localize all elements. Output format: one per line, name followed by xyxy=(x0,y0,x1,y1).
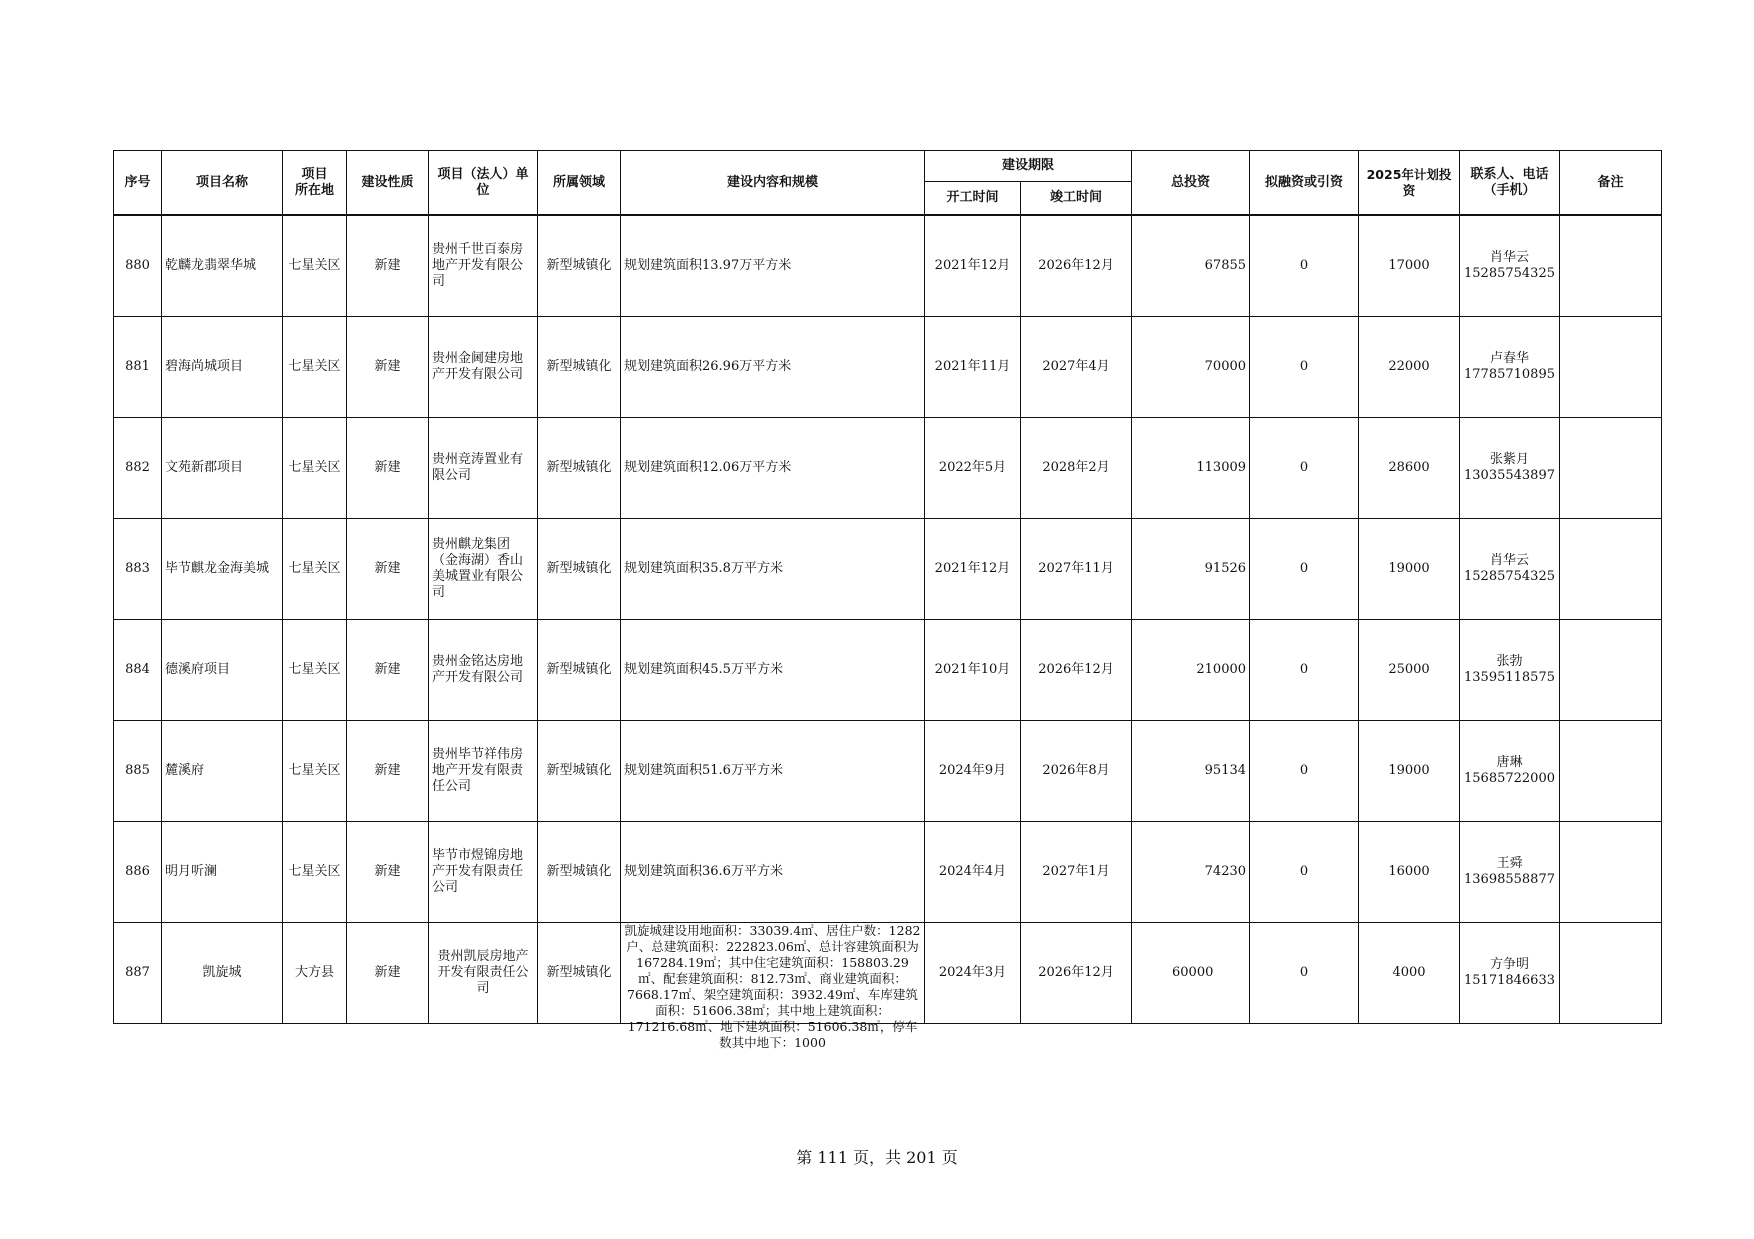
unit-cell: 毕节市煜锦房地产开发有限责任公司 xyxy=(429,822,538,923)
field-cell: 新型城镇化 xyxy=(538,317,621,418)
header-remark: 备注 xyxy=(1560,151,1662,216)
content-cell: 规划建筑面积26.96万平方米 xyxy=(621,317,925,418)
content-cell: 规划建筑面积45.5万平方米 xyxy=(621,620,925,721)
location-cell: 七星关区 xyxy=(283,519,347,620)
end-cell: 2026年12月 xyxy=(1021,215,1132,317)
table-header xyxy=(114,151,1662,216)
start-cell: 2021年12月 xyxy=(925,215,1021,317)
nature-cell: 新建 xyxy=(347,923,429,1024)
contact-name: 张紫月 xyxy=(1490,452,1530,467)
field-cell: 新型城镇化 xyxy=(538,215,621,317)
end-cell: 2026年8月 xyxy=(1021,721,1132,822)
contact-phone: 17785710895 xyxy=(1464,367,1555,382)
nature-cell: 新建 xyxy=(347,822,429,923)
header-field: 所属领域 xyxy=(538,151,621,216)
contact-name: 王舜 xyxy=(1496,856,1523,871)
plan2025-cell: 22000 xyxy=(1359,317,1460,418)
remark-cell xyxy=(1560,822,1662,923)
name-cell: 文苑新郡项目 xyxy=(162,418,283,519)
table-row xyxy=(114,519,1662,620)
start-cell: 2021年12月 xyxy=(925,519,1021,620)
plan2025-cell: 16000 xyxy=(1359,822,1460,923)
table-row xyxy=(114,317,1662,418)
end-cell: 2028年2月 xyxy=(1021,418,1132,519)
total-cell: 60000 xyxy=(1132,923,1250,1024)
end-cell: 2027年4月 xyxy=(1021,317,1132,418)
name-cell: 德溪府项目 xyxy=(162,620,283,721)
contact-name: 唐琳 xyxy=(1496,755,1523,770)
contact-cell xyxy=(1460,317,1560,418)
remark-cell xyxy=(1560,215,1662,317)
seq-cell: 886 xyxy=(114,822,162,923)
contact-name: 卢春华 xyxy=(1490,351,1530,366)
header-nature: 建设性质 xyxy=(347,151,429,216)
header-start: 开工时间 xyxy=(925,182,1021,216)
unit-cell: 贵州麒龙集团（金海湖）香山美城置业有限公司 xyxy=(429,519,538,620)
header-end: 竣工时间 xyxy=(1021,182,1132,216)
table-row xyxy=(114,418,1662,519)
start-cell: 2022年5月 xyxy=(925,418,1021,519)
content-text: 凯旋城建设用地面积：33039.4㎡、居住户数：1282户、总建筑面积：222823.06㎡、总计容建筑面积为167284.19㎡；其中住宅建筑面积：158803.29㎡、配套建筑面积：812.73㎡、商业建筑面积：7668.17㎡、架空建筑面积：3932.49㎡、车库建筑面积：51606.38㎡；其中地上建筑面积：171216.68㎡、地下建筑面积：51606.38㎡，停车数其中地下：1000 xyxy=(624,923,921,1050)
finance-cell: 0 xyxy=(1250,317,1359,418)
plan2025-cell: 19000 xyxy=(1359,519,1460,620)
location-cell: 七星关区 xyxy=(283,620,347,721)
end-cell: 2027年11月 xyxy=(1021,519,1132,620)
seq-cell: 885 xyxy=(114,721,162,822)
header-total: 总投资 xyxy=(1132,151,1250,216)
end-cell: 2026年12月 xyxy=(1021,923,1132,1024)
name-cell: 明月听澜 xyxy=(162,822,283,923)
table-row xyxy=(114,923,1662,1024)
field-cell: 新型城镇化 xyxy=(538,519,621,620)
unit-cell: 贵州千世百泰房地产开发有限公司 xyxy=(429,215,538,317)
content-cell: 规划建筑面积36.6万平方米 xyxy=(621,822,925,923)
seq-cell: 884 xyxy=(114,620,162,721)
content-cell xyxy=(621,923,925,1050)
total-cell: 95134 xyxy=(1132,721,1250,822)
finance-cell: 0 xyxy=(1250,822,1359,923)
total-cell: 210000 xyxy=(1132,620,1250,721)
seq-cell: 882 xyxy=(114,418,162,519)
location-cell: 七星关区 xyxy=(283,317,347,418)
name-cell: 乾麟龙翡翠华城 xyxy=(162,215,283,317)
nature-cell: 新建 xyxy=(347,721,429,822)
plan2025-cell: 25000 xyxy=(1359,620,1460,721)
location-cell: 七星关区 xyxy=(283,215,347,317)
start-cell: 2024年4月 xyxy=(925,822,1021,923)
plan2025-cell: 4000 xyxy=(1359,923,1460,1024)
total-cell: 91526 xyxy=(1132,519,1250,620)
header-contact: 联系人、电话 （手机） xyxy=(1460,151,1560,216)
location-cell: 七星关区 xyxy=(283,418,347,519)
plan2025-cell: 17000 xyxy=(1359,215,1460,317)
location-cell: 大方县 xyxy=(283,923,347,1024)
end-cell: 2026年12月 xyxy=(1021,620,1132,721)
header-location: 项目 所在地 xyxy=(283,151,347,216)
contact-name: 肖华云 xyxy=(1490,250,1530,265)
remark-cell xyxy=(1560,923,1662,1024)
finance-cell: 0 xyxy=(1250,923,1359,1024)
table-row xyxy=(114,822,1662,923)
contact-phone: 15685722000 xyxy=(1464,771,1555,786)
field-cell: 新型城镇化 xyxy=(538,620,621,721)
location-cell: 七星关区 xyxy=(283,822,347,923)
contact-phone: 13035543897 xyxy=(1464,468,1555,483)
unit-cell: 贵州金阃建房地产开发有限公司 xyxy=(429,317,538,418)
field-cell: 新型城镇化 xyxy=(538,721,621,822)
remark-cell xyxy=(1560,620,1662,721)
total-cell: 74230 xyxy=(1132,822,1250,923)
contact-name: 肖华云 xyxy=(1490,553,1530,568)
start-cell: 2021年10月 xyxy=(925,620,1021,721)
total-cell: 113009 xyxy=(1132,418,1250,519)
plan2025-cell: 28600 xyxy=(1359,418,1460,519)
finance-cell: 0 xyxy=(1250,620,1359,721)
contact-phone: 13698558877 xyxy=(1464,872,1555,887)
seq-cell: 880 xyxy=(114,215,162,317)
header-unit: 项目（法人）单位 xyxy=(429,151,538,216)
page-footer: 第 111 页，共 201 页 xyxy=(796,1148,958,1167)
name-cell: 麓溪府 xyxy=(162,721,283,822)
finance-cell: 0 xyxy=(1250,418,1359,519)
contact-cell xyxy=(1460,418,1560,519)
contact-cell xyxy=(1460,822,1560,923)
name-cell: 毕节麒龙金海美城 xyxy=(162,519,283,620)
header-seq: 序号 xyxy=(114,151,162,216)
unit-cell: 贵州凯辰房地产开发有限责任公司 xyxy=(429,923,538,1024)
seq-cell: 883 xyxy=(114,519,162,620)
table-row xyxy=(114,215,1662,317)
content-cell: 规划建筑面积13.97万平方米 xyxy=(621,215,925,317)
unit-cell: 贵州竞涛置业有限公司 xyxy=(429,418,538,519)
unit-cell: 贵州毕节祥伟房地产开发有限责任公司 xyxy=(429,721,538,822)
name-cell: 碧海尚城项目 xyxy=(162,317,283,418)
contact-cell xyxy=(1460,519,1560,620)
field-cell: 新型城镇化 xyxy=(538,923,621,1024)
plan2025-cell: 19000 xyxy=(1359,721,1460,822)
table-row xyxy=(114,620,1662,721)
nature-cell: 新建 xyxy=(347,317,429,418)
project-table xyxy=(113,150,1662,1050)
finance-cell: 0 xyxy=(1250,519,1359,620)
header-name: 项目名称 xyxy=(162,151,283,216)
header-finance: 拟融资或引资 xyxy=(1250,151,1359,216)
contact-phone: 15171846633 xyxy=(1464,973,1555,988)
contact-cell xyxy=(1460,620,1560,721)
start-cell: 2021年11月 xyxy=(925,317,1021,418)
finance-cell: 0 xyxy=(1250,215,1359,317)
header-period: 建设期限 xyxy=(925,151,1132,182)
field-cell: 新型城镇化 xyxy=(538,418,621,519)
total-cell: 70000 xyxy=(1132,317,1250,418)
contact-phone: 15285754325 xyxy=(1464,266,1555,281)
start-cell: 2024年9月 xyxy=(925,721,1021,822)
contact-cell xyxy=(1460,923,1560,1024)
nature-cell: 新建 xyxy=(347,215,429,317)
start-cell: 2024年3月 xyxy=(925,923,1021,1024)
content-cell: 规划建筑面积35.8万平方米 xyxy=(621,519,925,620)
nature-cell: 新建 xyxy=(347,620,429,721)
contact-phone: 13595118575 xyxy=(1464,670,1555,685)
header-content: 建设内容和规模 xyxy=(621,151,925,216)
remark-cell xyxy=(1560,317,1662,418)
contact-name: 方争明 xyxy=(1490,957,1530,972)
content-cell: 规划建筑面积51.6万平方米 xyxy=(621,721,925,822)
contact-cell xyxy=(1460,215,1560,317)
seq-cell: 881 xyxy=(114,317,162,418)
unit-cell: 贵州金铭达房地产开发有限公司 xyxy=(429,620,538,721)
nature-cell: 新建 xyxy=(347,418,429,519)
nature-cell: 新建 xyxy=(347,519,429,620)
seq-cell: 887 xyxy=(114,923,162,1024)
location-cell: 七星关区 xyxy=(283,721,347,822)
table-row xyxy=(114,721,1662,822)
remark-cell xyxy=(1560,721,1662,822)
field-cell: 新型城镇化 xyxy=(538,822,621,923)
contact-phone: 15285754325 xyxy=(1464,569,1555,584)
contact-name: 张勃 xyxy=(1496,654,1523,669)
table-body xyxy=(114,215,1662,1050)
end-cell: 2027年1月 xyxy=(1021,822,1132,923)
remark-cell xyxy=(1560,418,1662,519)
remark-cell xyxy=(1560,519,1662,620)
content-cell: 规划建筑面积12.06万平方米 xyxy=(621,418,925,519)
name-cell: 凯旋城 xyxy=(162,923,283,1024)
header-plan2025: 2025年计划投资 xyxy=(1359,151,1460,216)
contact-cell xyxy=(1460,721,1560,822)
total-cell: 67855 xyxy=(1132,215,1250,317)
finance-cell: 0 xyxy=(1250,721,1359,822)
